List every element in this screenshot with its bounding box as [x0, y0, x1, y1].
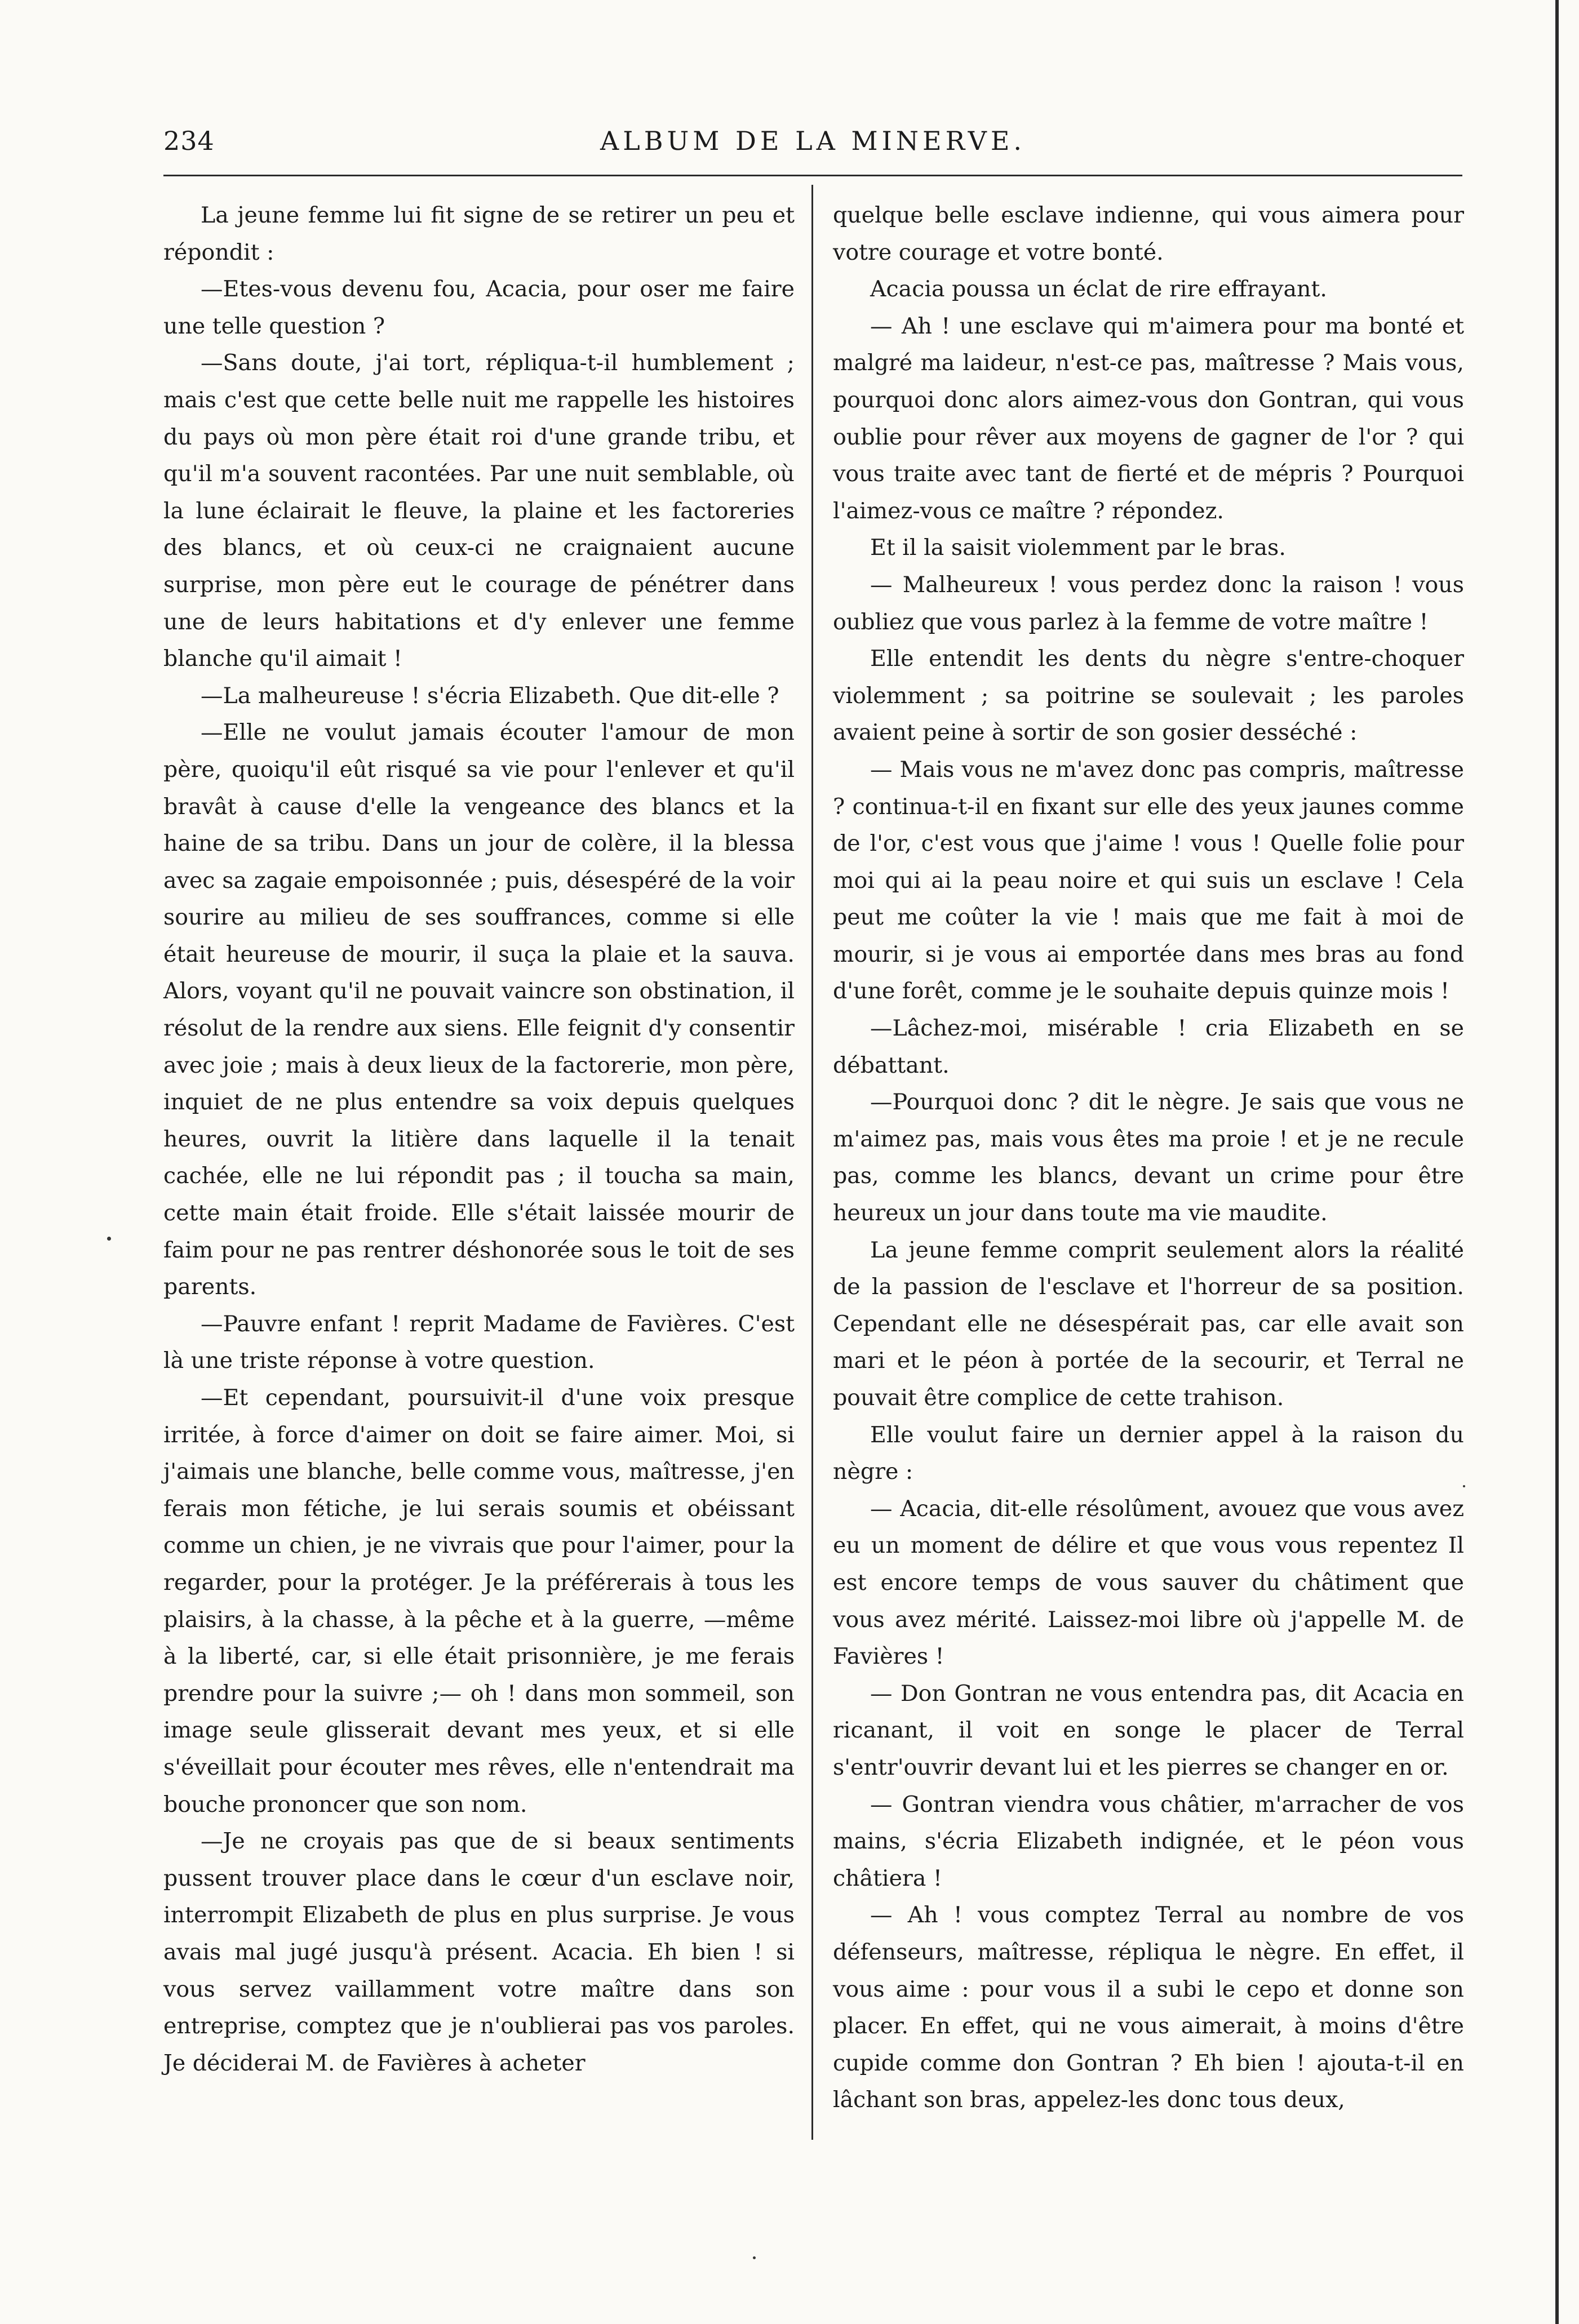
print-speck — [1463, 1485, 1465, 1487]
column-divider — [811, 185, 813, 2140]
paragraph: —Pourquoi donc ? dit le nègre. Je sais que vous ne m'aimez pas, mais vous êtes ma proie ! et je ne recule pas, comme les blancs, devant un crime pour être heureux un jour dans toute ma vie maudite. — [833, 1089, 1464, 1227]
print-speck — [753, 2256, 756, 2259]
paragraph: —Etes-vous devenu fou, Acacia, pour oser me faire une telle question ? — [163, 276, 795, 339]
paragraph: Elle entendit les dents du nègre s'entre-choquer violemment ; sa poitrine se soulevait ; les paroles avaient peine à sortir de son gosier desséché : — [833, 646, 1464, 746]
paragraph: Acacia poussa un éclat de rire effrayant. — [870, 276, 1327, 303]
page-edge-shadow — [1555, 0, 1559, 2324]
right-column — [833, 197, 1464, 2119]
paragraph: — Don Gontran ne vous entendra pas, dit Acacia en ricanant, il voit en songe le placer de Terral s'entr'ouvrir devant lui et les pierres se changer en or. — [833, 1680, 1464, 1780]
paragraph: — Mais vous ne m'avez donc pas compris, maîtresse ? continua-t-il en fixant sur elle des yeux jaunes comme de l'or, c'est vous que j'aime ! vous ! Quelle folie pour moi qui ai la peau noire et qui suis un esclave ! Cela peut me coûter la vie ! mais que me fait à moi de mourir, si je vous ai emportée dans mes bras au fond d'une forêt, comme je le souhaite depuis quinze mois ! — [833, 756, 1464, 1005]
paragraph: — Ah ! une esclave qui m'aimera pour ma bonté et malgré ma laideur, n'est-ce pas, maîtresse ? Mais vous, pourquoi donc alors aimez-vous don Gontran, qui vous oublie pour rêver aux moyens de gagner de l'or ? qui vous traite avec tant de fierté et de mépris ? Pourquoi l'aimez-vous ce maître ? répondez. — [833, 313, 1464, 524]
page-number: 234 — [163, 126, 215, 156]
paragraph: La jeune femme lui fit signe de se retirer un peu et répondit : — [163, 202, 795, 265]
left-column — [163, 197, 795, 2082]
paragraph: quelque belle esclave indienne, qui vous aimera pour votre courage et votre bonté. — [833, 202, 1464, 265]
paragraph: Elle voulut faire un dernier appel à la raison du nègre : — [833, 1421, 1464, 1485]
paragraph: —Lâchez-moi, misérable ! cria Elizabeth en se débattant. — [833, 1015, 1464, 1078]
page-header — [163, 121, 1462, 166]
running-title: ALBUM DE LA MINERVE. — [600, 126, 1026, 156]
paragraph: —Et cependant, poursuivit-il d'une voix presque irritée, à force d'aimer on doit se faire aimer. Moi, si j'aimais une blanche, belle comme vous, maîtresse, j'en ferais mon fétiche, je lui serais soumis et obéissant comme un chien, je ne vivrais que pour l'aimer, pour la regarder, pour la protéger. Je la préférerais à tous les plaisirs, à la chasse, à la pêche et à la guerre, —même à la liberté, car, si elle était prisonnière, je me ferais prendre pour la suivre ;— oh ! dans mon sommeil, son image seule glisserait devant mes yeux, et si elle s'éveillait pour écouter mes rêves, elle n'entendrait ma bouche prononcer que son nom. — [163, 1385, 795, 1818]
paragraph: — Ah ! vous comptez Terral au nombre de vos défenseurs, maîtresse, répliqua le nègre. En effet, il vous aime : pour vous il a subi le cepo et donne son placer. En effet, qui ne vous aimerait, à moins d'être cupide comme don Gontran ? Eh bien ! ajouta-t-il en lâchant son bras, appelez-les donc tous deux, — [833, 1902, 1464, 2113]
paragraph: — Malheureux ! vous perdez donc la raison ! vous oubliez que vous parlez à la femme de votre maître ! — [833, 571, 1464, 635]
paragraph: —Pauvre enfant ! reprit Madame de Favières. C'est là une triste réponse à votre question. — [163, 1310, 795, 1374]
header-rule — [163, 175, 1462, 176]
paragraph: —Elle ne voulut jamais écouter l'amour de mon père, quoiqu'il eût risqué sa vie pour l'enlever et qu'il bravât à cause d'elle la vengeance des blancs et la haine de sa tribu. Dans un jour de colère, il la blessa avec sa zagaie empoisonnée ; puis, désespéré de la voir sourire au milieu de ses souffrances, comme si elle était heureuse de mourir, il suça la plaie et la sauva. Alors, voyant qu'il ne pouvait vaincre son obstination, il résolut de la rendre aux siens. Elle feignit d'y consentir avec joie ; mais à deux lieux de la factorerie, mon père, inquiet de ne plus entendre sa voix depuis quelques heures, ouvrit la litière dans laquelle il la tenait cachée, elle ne lui répondit pas ; il toucha sa main, cette main était froide. Elle s'était laissée mourir de faim pour ne pas rentrer déshonorée sous le toit de ses parents. — [163, 719, 795, 1300]
paragraph: —Je ne croyais pas que de si beaux sentiments pussent trouver place dans le cœur d'un esclave noir, interrompit Elizabeth de plus en plus surprise. Je vous avais mal jugé jusqu'à présent. Acacia. Eh bien ! si vous servez vaillamment votre maître dans son entreprise, comptez que je n'oublierai pas vos paroles. Je déciderai M. de Favières à acheter — [163, 1828, 795, 2076]
paragraph: Et il la saisit violemment par le bras. — [870, 535, 1286, 561]
paragraph: La jeune femme comprit seulement alors la réalité de la passion de l'esclave et l'horreur de sa position. Cependant elle ne désespérait pas, car elle avait son mari et le péon à portée de la secourir, et Terral ne pouvait être complice de cette trahison. — [833, 1237, 1464, 1411]
print-speck — [107, 1237, 111, 1241]
paragraph: —Sans doute, j'ai tort, répliqua-t-il humblement ; mais c'est que cette belle nuit me rappelle les histoires du pays où mon père était roi d'une grande tribu, et qu'il m'a souvent racontées. Par une nuit semblable, où la lune éclairait le fleuve, la plaine et les factoreries des blancs, et où ceux-ci ne craignaient aucune surprise, mon père eut le courage de pénétrer dans une de leurs habitations et d'y enlever une femme blanche qu'il aimait ! — [163, 350, 795, 672]
paragraph: —La malheureuse ! s'écria Elizabeth. Que dit-elle ? — [201, 682, 779, 709]
paragraph: — Gontran viendra vous châtier, m'arracher de vos mains, s'écria Elizabeth indignée, et le péon vous châtiera ! — [833, 1791, 1464, 1891]
paragraph: — Acacia, dit-elle résolûment, avouez que vous avez eu un moment de délire et que vous vous repentez Il est encore temps de vous sauver du châtiment que vous avez mérité. Laissez-moi libre où j'appelle M. de Favières ! — [833, 1495, 1464, 1670]
